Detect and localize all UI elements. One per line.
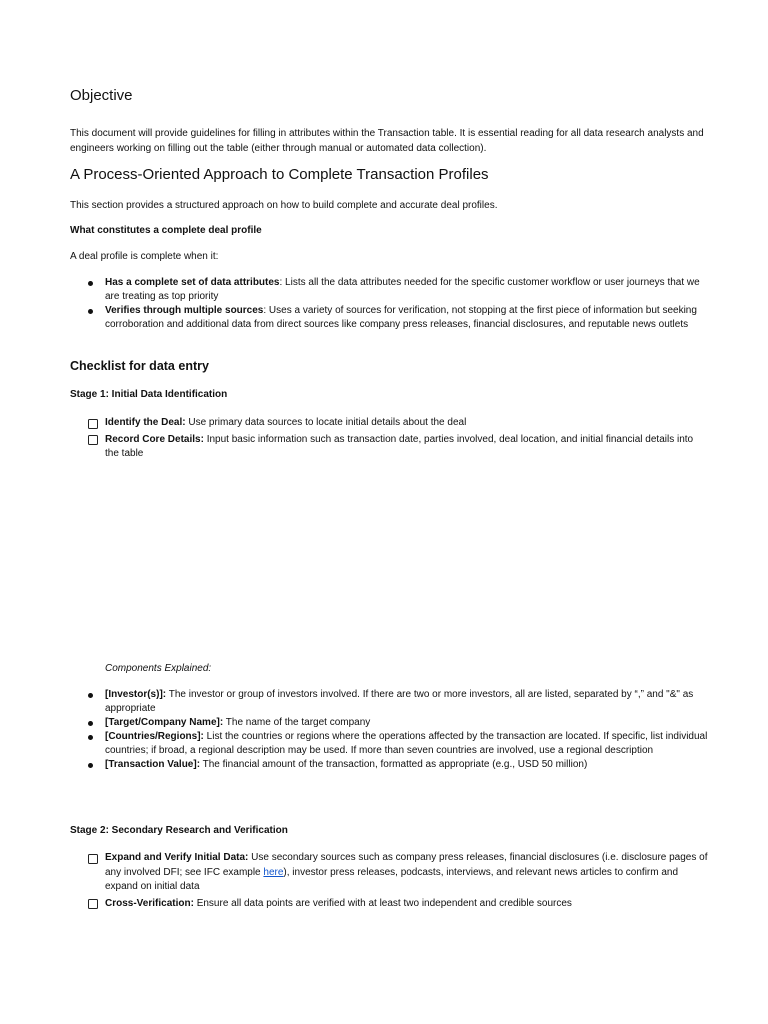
checklist-heading: Checklist for data entry (70, 359, 209, 373)
objective-text: This document will provide guidelines for filling in attributes within the Transaction table. It is essential reading for all data research analysts and engineers working on filling out the table (either through manual or automated data collection). (70, 128, 704, 154)
check-term: Record Core Details: (105, 433, 204, 445)
ifc-example-link[interactable]: here (263, 866, 284, 878)
checkbox[interactable] (88, 419, 98, 429)
checkbox[interactable] (88, 435, 98, 445)
list-item (88, 758, 708, 772)
criteria-desc: : Lists all the data attributes needed for the specific customer workflow or user journeys that we are treating as top priority (105, 277, 700, 302)
criteria-desc: : Uses a variety of sources for verification, not stopping at the first piece of information but seeking corroboration and additional data from direct sources like company press releases, financial disclosures, and reputable news outlets (105, 305, 697, 330)
check-desc: ), investor press releases, podcasts, interviews, and relevant news articles to confirm and expand on initial data (105, 866, 679, 892)
process-heading: A Process-Oriented Approach to Complete Transaction Profiles (70, 166, 489, 183)
list-item (88, 433, 708, 462)
complete-when-text: A deal profile is complete when it: (70, 251, 219, 262)
components-label: Components Explained: (105, 663, 212, 674)
component-desc: The investor or group of investors involved. If there are two or more investors, all are listed, separated by “,” and "&" as appropriate (105, 689, 694, 714)
component-term: [Target/Company Name]: (105, 717, 224, 728)
check-desc: Use primary data sources to locate initial details about the deal (185, 417, 467, 428)
component-term: [Transaction Value]: (105, 759, 201, 770)
stage1-checklist (88, 416, 708, 464)
criteria-term: Verifies through multiple sources (105, 305, 264, 316)
criteria-list (88, 276, 708, 332)
component-term: [Countries/Regions]: (105, 731, 204, 742)
stage2-title: Stage 2: Secondary Research and Verification (70, 825, 288, 836)
component-desc: The financial amount of the transaction, formatted as appropriate (e.g., USD 50 million) (200, 759, 588, 770)
component-desc: List the countries or regions where the operations affected by the transaction are located. If specific, list individual countries; if broad, a regional description may be used. If more than seven countries are involved, use a regional description (105, 731, 708, 756)
stage2-checklist (88, 851, 708, 913)
criteria-term: Has a complete set of data attributes (105, 277, 280, 288)
checkbox[interactable] (88, 899, 98, 909)
check-desc: Ensure all data points are verified with at least two independent and credible sources (193, 897, 572, 909)
component-term: [Investor(s)]: (105, 689, 167, 700)
complete-profile-label: What constitutes a complete deal profile (70, 225, 262, 236)
component-desc: The name of the target company (223, 717, 371, 728)
process-intro: This section provides a structured approach on how to build complete and accurate deal profiles. (70, 200, 498, 211)
checkbox[interactable] (88, 854, 98, 864)
check-term: Cross-Verification: (105, 897, 194, 909)
objective-heading: Objective (70, 87, 133, 104)
list-item (88, 851, 708, 895)
list-item (88, 897, 708, 912)
stage1-title: Stage 1: Initial Data Identification (70, 389, 228, 400)
list-item (88, 730, 708, 758)
list-item (88, 304, 708, 332)
check-term: Identify the Deal: (105, 417, 186, 428)
list-item (88, 416, 708, 431)
check-term: Expand and Verify Initial Data: (105, 852, 249, 863)
check-desc: Use secondary sources such as company press releases, financial disclosures (i.e. disclosure pages of any involved DFI; see IFC example (105, 852, 708, 878)
list-item (88, 276, 708, 304)
check-desc: Input basic information such as transaction date, parties involved, deal location, and initial financial details into the table (105, 433, 694, 459)
list-item (88, 688, 708, 716)
components-list (88, 688, 708, 772)
list-item (88, 716, 708, 730)
